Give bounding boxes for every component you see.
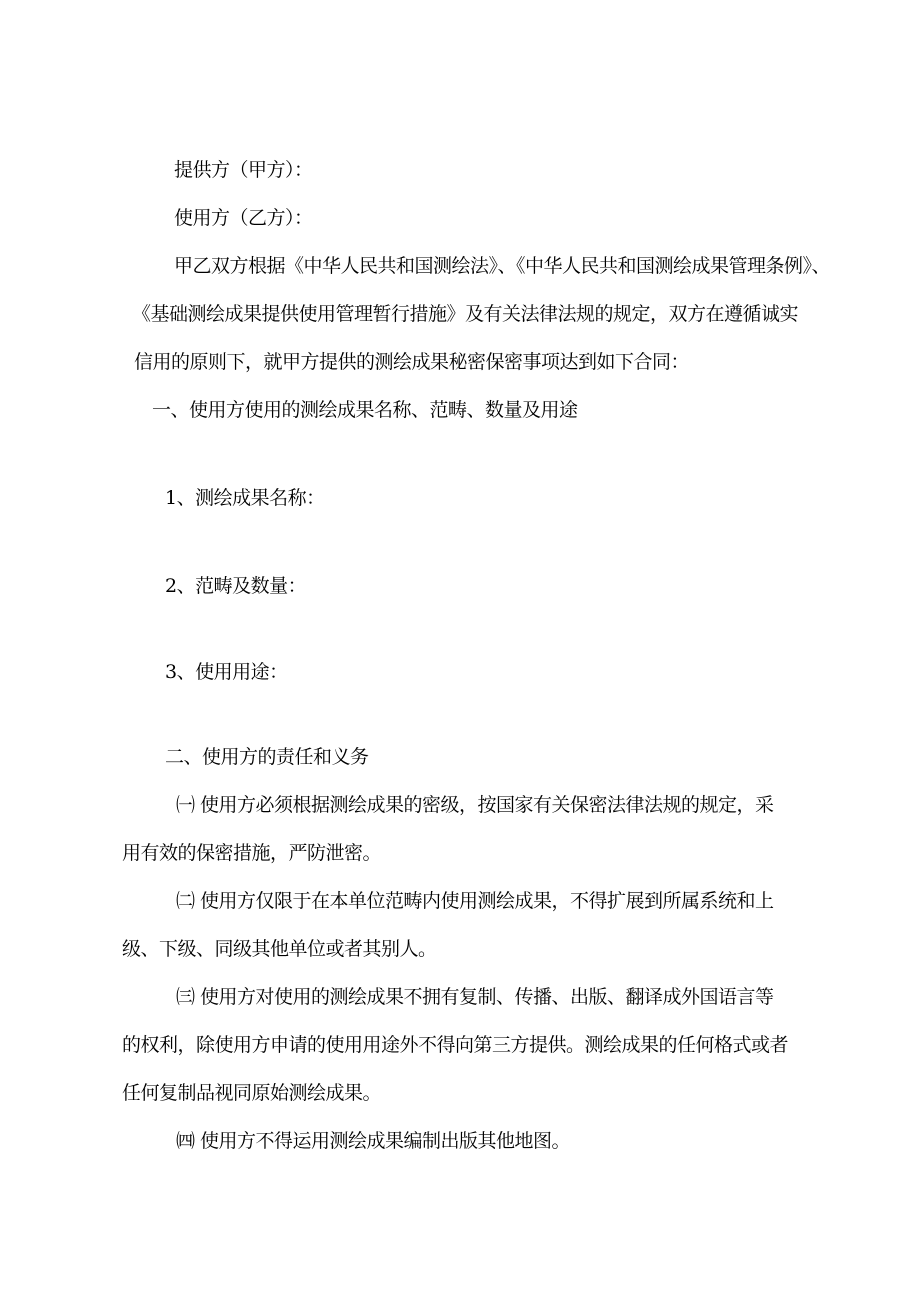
user-line: 使用方（乙方）：	[174, 207, 313, 229]
clause-3-line-2: 的权利，除使用方申请的使用用途外不得向第三方提供。测绘成果的任何格式或者	[122, 1034, 789, 1056]
section1-heading: 一、使用方使用的测绘成果名称、范畴、数量及用途	[152, 399, 578, 421]
clause-4-line-1: ㈣ 使用方不得运用测绘成果编制出版其他地图。	[176, 1130, 571, 1152]
section2-heading: 二、使用方的责任和义务	[165, 746, 369, 768]
section1-item-purpose: 3、使用用途：	[165, 661, 288, 683]
clause-3-line-1: ㈢ 使用方对使用的测绘成果不拥有复制、传播、出版、翻译成外国语言等	[176, 986, 774, 1008]
clause-1-line-2: 用有效的保密措施，严防泄密。	[122, 842, 382, 864]
preamble-line-2: 《基础测绘成果提供使用管理暂行措施》及有关法律法规的规定，双方在遵循诚实	[132, 303, 799, 325]
preamble-line-3: 信用的原则下，就甲方提供的测绘成果秘密保密事项达到如下合同：	[134, 351, 690, 373]
section1-item-scope: 2、范畴及数量：	[165, 575, 307, 597]
clause-2-line-1: ㈡ 使用方仅限于在本单位范畴内使用测绘成果，不得扩展到所属系统和上	[176, 890, 774, 912]
clause-1-line-1: ㈠ 使用方必须根据测绘成果的密级，按国家有关保密法律法规的规定，采	[176, 794, 774, 816]
clause-3-line-3: 任何复制品视同原始测绘成果。	[122, 1082, 382, 1104]
clause-2-line-2: 级、下级、同级其他单位或者其别人。	[122, 938, 437, 960]
preamble-line-1: 甲乙双方根据《中华人民共和国测绘法》、《中华人民共和国测绘成果管理条例》、	[174, 255, 831, 277]
provider-line: 提供方（甲方）：	[174, 159, 313, 181]
section1-item-name: 1、测绘成果名称：	[165, 487, 325, 509]
